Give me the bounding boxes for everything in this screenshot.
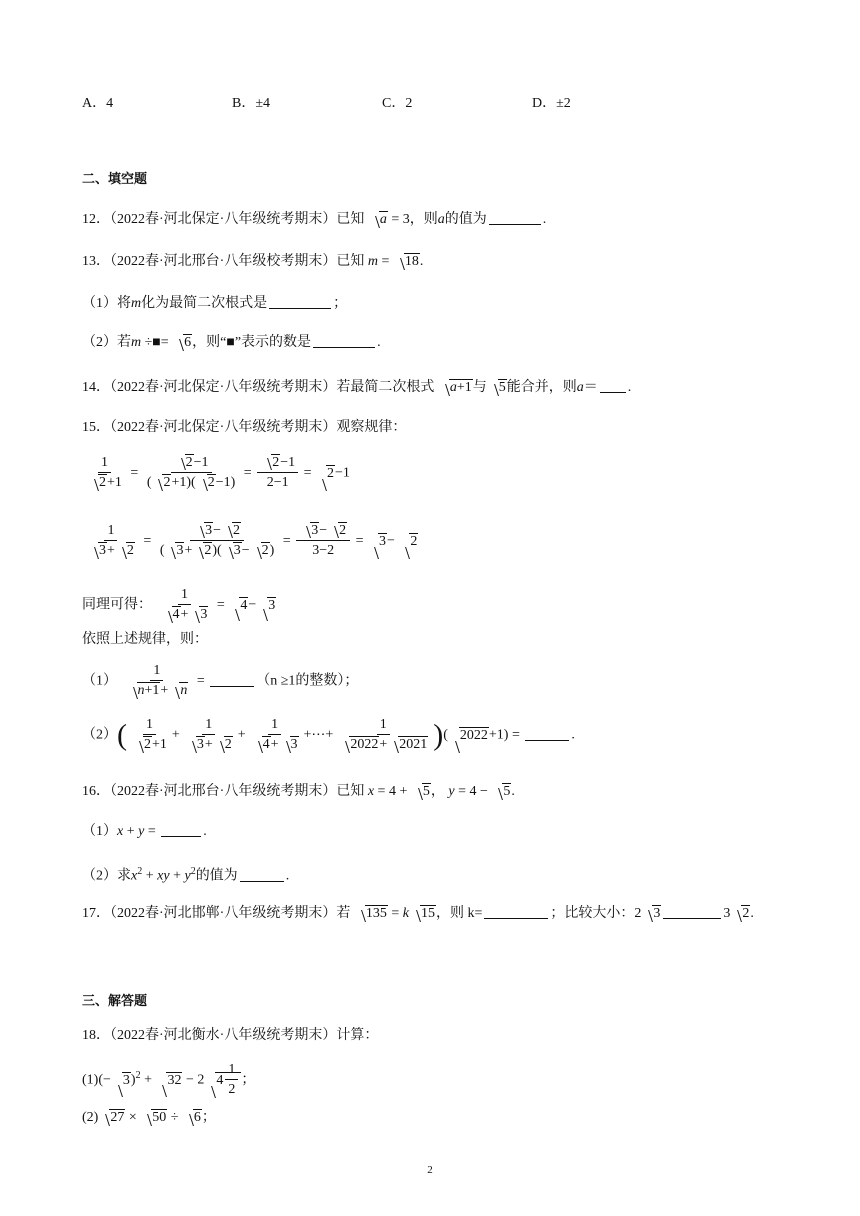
page-number: 2 bbox=[427, 1164, 433, 1176]
section-solve-title: 三、解答题 bbox=[82, 994, 148, 1009]
question-17: 17．（2022春·河北邯郸·八年级统考期末）若 135 = k 15，则 k= ；比较大小：2 3 3 2. bbox=[82, 904, 754, 924]
question-18: 18．（2022春·河北衡水·八年级统考期末）计算： bbox=[82, 1028, 379, 1043]
answer-blank[interactable] bbox=[663, 904, 721, 919]
answer-blank[interactable] bbox=[210, 672, 254, 687]
answer-blank[interactable] bbox=[600, 378, 626, 393]
question-13: 13．（2022春·河北邢台·八年级校考期末）已知 m = 18. bbox=[82, 252, 423, 272]
question-15-part-1: （1） $\frac{1}{n+1+ n}$ = （n ≥1的整数）； bbox=[82, 662, 358, 701]
question-18-part-2: (2) 27 × 50 ÷ 6； bbox=[82, 1108, 216, 1128]
option-d[interactable]: D．±2 bbox=[532, 96, 571, 111]
answer-blank[interactable] bbox=[489, 210, 541, 225]
answer-blank[interactable] bbox=[240, 867, 284, 882]
question-13-part-1: （1）将m化为最简二次根式是 ； bbox=[82, 296, 348, 311]
rule-example-1: $\frac{1}{2+1}$ = $\frac{2-1}{( 2+1)( 2-1)}$ = $\frac{2-1}{2-1}$ = 2−1 bbox=[82, 454, 350, 493]
question-13-part-2: （2）若m ÷■= 6，则“■”表示的数是 . bbox=[82, 333, 381, 353]
rule-example-2: $\frac{1}{3+ 2}$ = $\frac{3- 2}{( 3+ 2)( 3- 2)}$ = $\frac{3- 2}{3-2}$ = 3− 2 bbox=[82, 522, 418, 561]
question-16: 16．（2022春·河北邢台·八年级统考期末）已知 x = 4 + 5， y = 4 − 5. bbox=[82, 782, 515, 802]
section-fill-title: 二、填空题 bbox=[82, 172, 148, 187]
question-16-part-1: （1）x + y = . bbox=[82, 824, 207, 839]
answer-blank[interactable] bbox=[525, 726, 569, 741]
answer-blank[interactable] bbox=[313, 333, 375, 348]
answer-blank[interactable] bbox=[161, 822, 201, 837]
question-18-part-1: $(1)(- 3)^2 + 32 - 2$ 4 $\frac{1}{2}$ ； bbox=[82, 1058, 255, 1100]
question-12: 12．（2022春·河北保定·八年级统考期末）已知 a = 3，则a的值为 . bbox=[82, 210, 546, 230]
question-15-part-2: （2）( $\frac{1}{2+1}$ + $\frac{1}{3+ 2}$ + $\frac{1}{4+ 3}$ +⋯+ $\frac{1}{2022+ 2021}$ )( 2022+1) = . bbox=[82, 716, 575, 755]
question-14: 14．（2022春·河北保定·八年级统考期末）若最简二次根式 a+1与 5能合并，则a＝ . bbox=[82, 378, 631, 398]
option-a[interactable]: A．4 bbox=[82, 96, 114, 111]
option-c[interactable]: C．2 bbox=[382, 96, 413, 111]
rule-follow-text: 依照上述规律，则： bbox=[82, 632, 208, 647]
rule-example-3: 同理可得： $\frac{1}{4+ 3}$ = 4− 3 bbox=[82, 586, 276, 625]
question-15: 15．（2022春·河北保定·八年级统考期末）观察规律： bbox=[82, 420, 407, 435]
option-b[interactable]: B．±4 bbox=[232, 96, 271, 111]
question-16-part-2: （2）求$x^2$ + xy + $y^2$的值为 . bbox=[82, 866, 290, 884]
answer-blank[interactable] bbox=[484, 904, 548, 919]
answer-blank[interactable] bbox=[269, 294, 331, 309]
